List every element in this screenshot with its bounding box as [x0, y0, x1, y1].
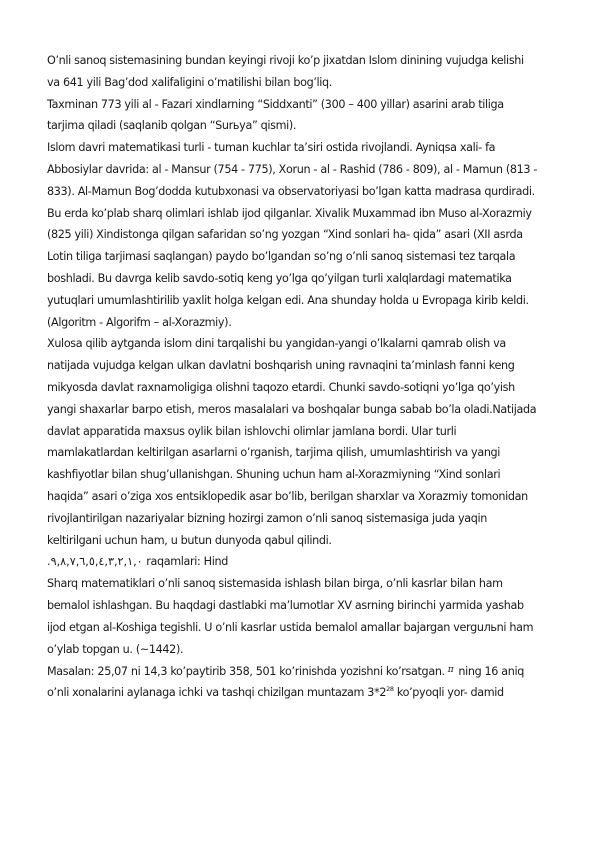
pi-symbol: π — [447, 665, 454, 676]
text-line: Islom davri matematikasi turli - tuman kuchlar ta’siri ostida rivojlandi. Ayniqsa xali- fa — [47, 141, 496, 155]
text-line: Taxminan 773 yili al - Fazari xindlarning “Siddxanti” (300 – 400 yillar) asarini arab tiliga — [47, 97, 504, 111]
text-line: Abbosiylar davrida: al - Mansur (754 - 775), Xorun - al - Rashid (786 - 809), al - Mamun (813 - — [47, 162, 538, 176]
pi-line-before: Masalan: 25,07 ni 14,3 ko’paytirib 358, 501 ko’rinishda yozishni ko’rsatgan. — [47, 665, 445, 679]
text-line: 833). Al-Mamun Bog’dodda kutubxonasi va observatoriyasi bo’lgan katta madrasa qurdiradi. — [47, 184, 535, 198]
text-line: ijod etgan al-Koshiga tegishli. U o’nli kasrlar ustida bemalol amallar bajargan verguльni ham — [47, 620, 534, 634]
text-line: keltirilgani uchun ham, u butun dunyoda qabul qilindi. — [47, 533, 332, 547]
exponent: 28 — [386, 685, 394, 694]
digits-caption: raqamlari: Hind — [142, 555, 228, 569]
text-line: mamlakatlardan keltirilgan asarlarni o’rganish, tarjima qilish, umumlashtirish va yangi — [47, 446, 501, 460]
body-text — [47, 50, 593, 704]
text-line: haqida” asari o’ziga xos entsiklopedik asar bo’lib, berilgan sharxlar va Xorazmiy tomonidan — [47, 489, 528, 503]
arabic-indic-digits: .٩,٨,٧,٦,٥,٤,٣,٢,١,٠ — [47, 555, 143, 569]
text-line: kashfiyotlar bilan shug’ullanishgan. Shuning uchun ham al-Xorazmiyning “Xind sonlari — [47, 468, 501, 482]
text-line: O’nli sanoq sistemasining bundan keyingi rivoji ko’p jixatdan Islom dinining vujudga kelishi — [47, 54, 524, 67]
text-line: Lotin tiliga tarjimasi saqlangan) paydo bo’lgandan so’ng o’nli sanoq sistemasi tez tarqala — [47, 250, 516, 264]
pi-line-after: ning 16 aniq — [458, 665, 525, 679]
text-line: Bu erda ko’plab sharq olimlari ishlab ijod qilganlar. Xivalik Muxammad ibn Muso al-Xorazmiy — [47, 206, 532, 220]
text-line: davlat apparatida maxsus oylik bilan ishlovchi olimlar jamlana bordi. Ular turli — [47, 424, 457, 438]
text-line: (825 yili) Xindistonga qilgan safaridan so’ng yozgan “Xind sonlari ha- qida” asari (XII asrda — [47, 228, 523, 242]
text-line: tarjima qiladi (saqlanib qolgan “Surьya” qismi). — [47, 119, 297, 133]
text-line: yangi shaxarlar barpo etish, meros masalalari va boshqalar bunga sabab bo’la oladi.Natijada — [47, 402, 537, 416]
text-line: natijada vujudga kelgan ulkan davlatni boshqarish uning ravnaqini ta’minlash fanni keng — [47, 359, 515, 373]
text-line: (Algoritm - Algorifm – al-Xorazmiy). — [47, 315, 232, 329]
hindi-digits-line — [47, 551, 593, 573]
pi-line — [47, 660, 593, 682]
text-line: yutuqlari umumlashtirilib yaxlit holga kelgan edi. Ana shunday holda u Evropaga kirib keldi. — [47, 293, 529, 307]
text-line: va 641 yili Bag’dod xalifaligini o’matilishi bilan bog’liq. — [47, 75, 333, 89]
last-line-after: ko’pyoqli yor- damid — [393, 686, 504, 700]
text-line: Sharq matematiklari o’nli sanoq sistemasida ishlash bilan birga, o’nli kasrlar bilan ham — [47, 577, 503, 591]
text-line: Xulosa qilib aytganda islom dini tarqalishi bu yangidan-yangi o’lkalarni qamrab olish va — [47, 337, 506, 351]
last-line-before: o’nli xonalarini aylanaga ichki va tashqi chizilgan muntazam 3*2 — [47, 686, 387, 700]
text-line: rivojlantirilgan nazariyalar bizning hozirgi zamon o’nli sanoq sistemasiga juda yaqin — [47, 511, 487, 525]
text-line: o’ylab topgan u. (~1442). — [47, 642, 184, 656]
text-line: bemalol ishlashgan. Bu haqdagi dastlabki ma’lumotlar XV asrning birinchi yarmida yashab — [47, 598, 524, 612]
last-line — [47, 682, 593, 704]
text-line: mikyosda davlat raxnamoligiga olishni taqozo etardi. Chunki savdo-sotiqni yo’lga qo’yish — [47, 380, 515, 394]
text-line: boshladi. Bu davrga kelib savdo-sotiq keng yo’lga qo’yilgan turli xalqlardagi matematika — [47, 271, 512, 285]
